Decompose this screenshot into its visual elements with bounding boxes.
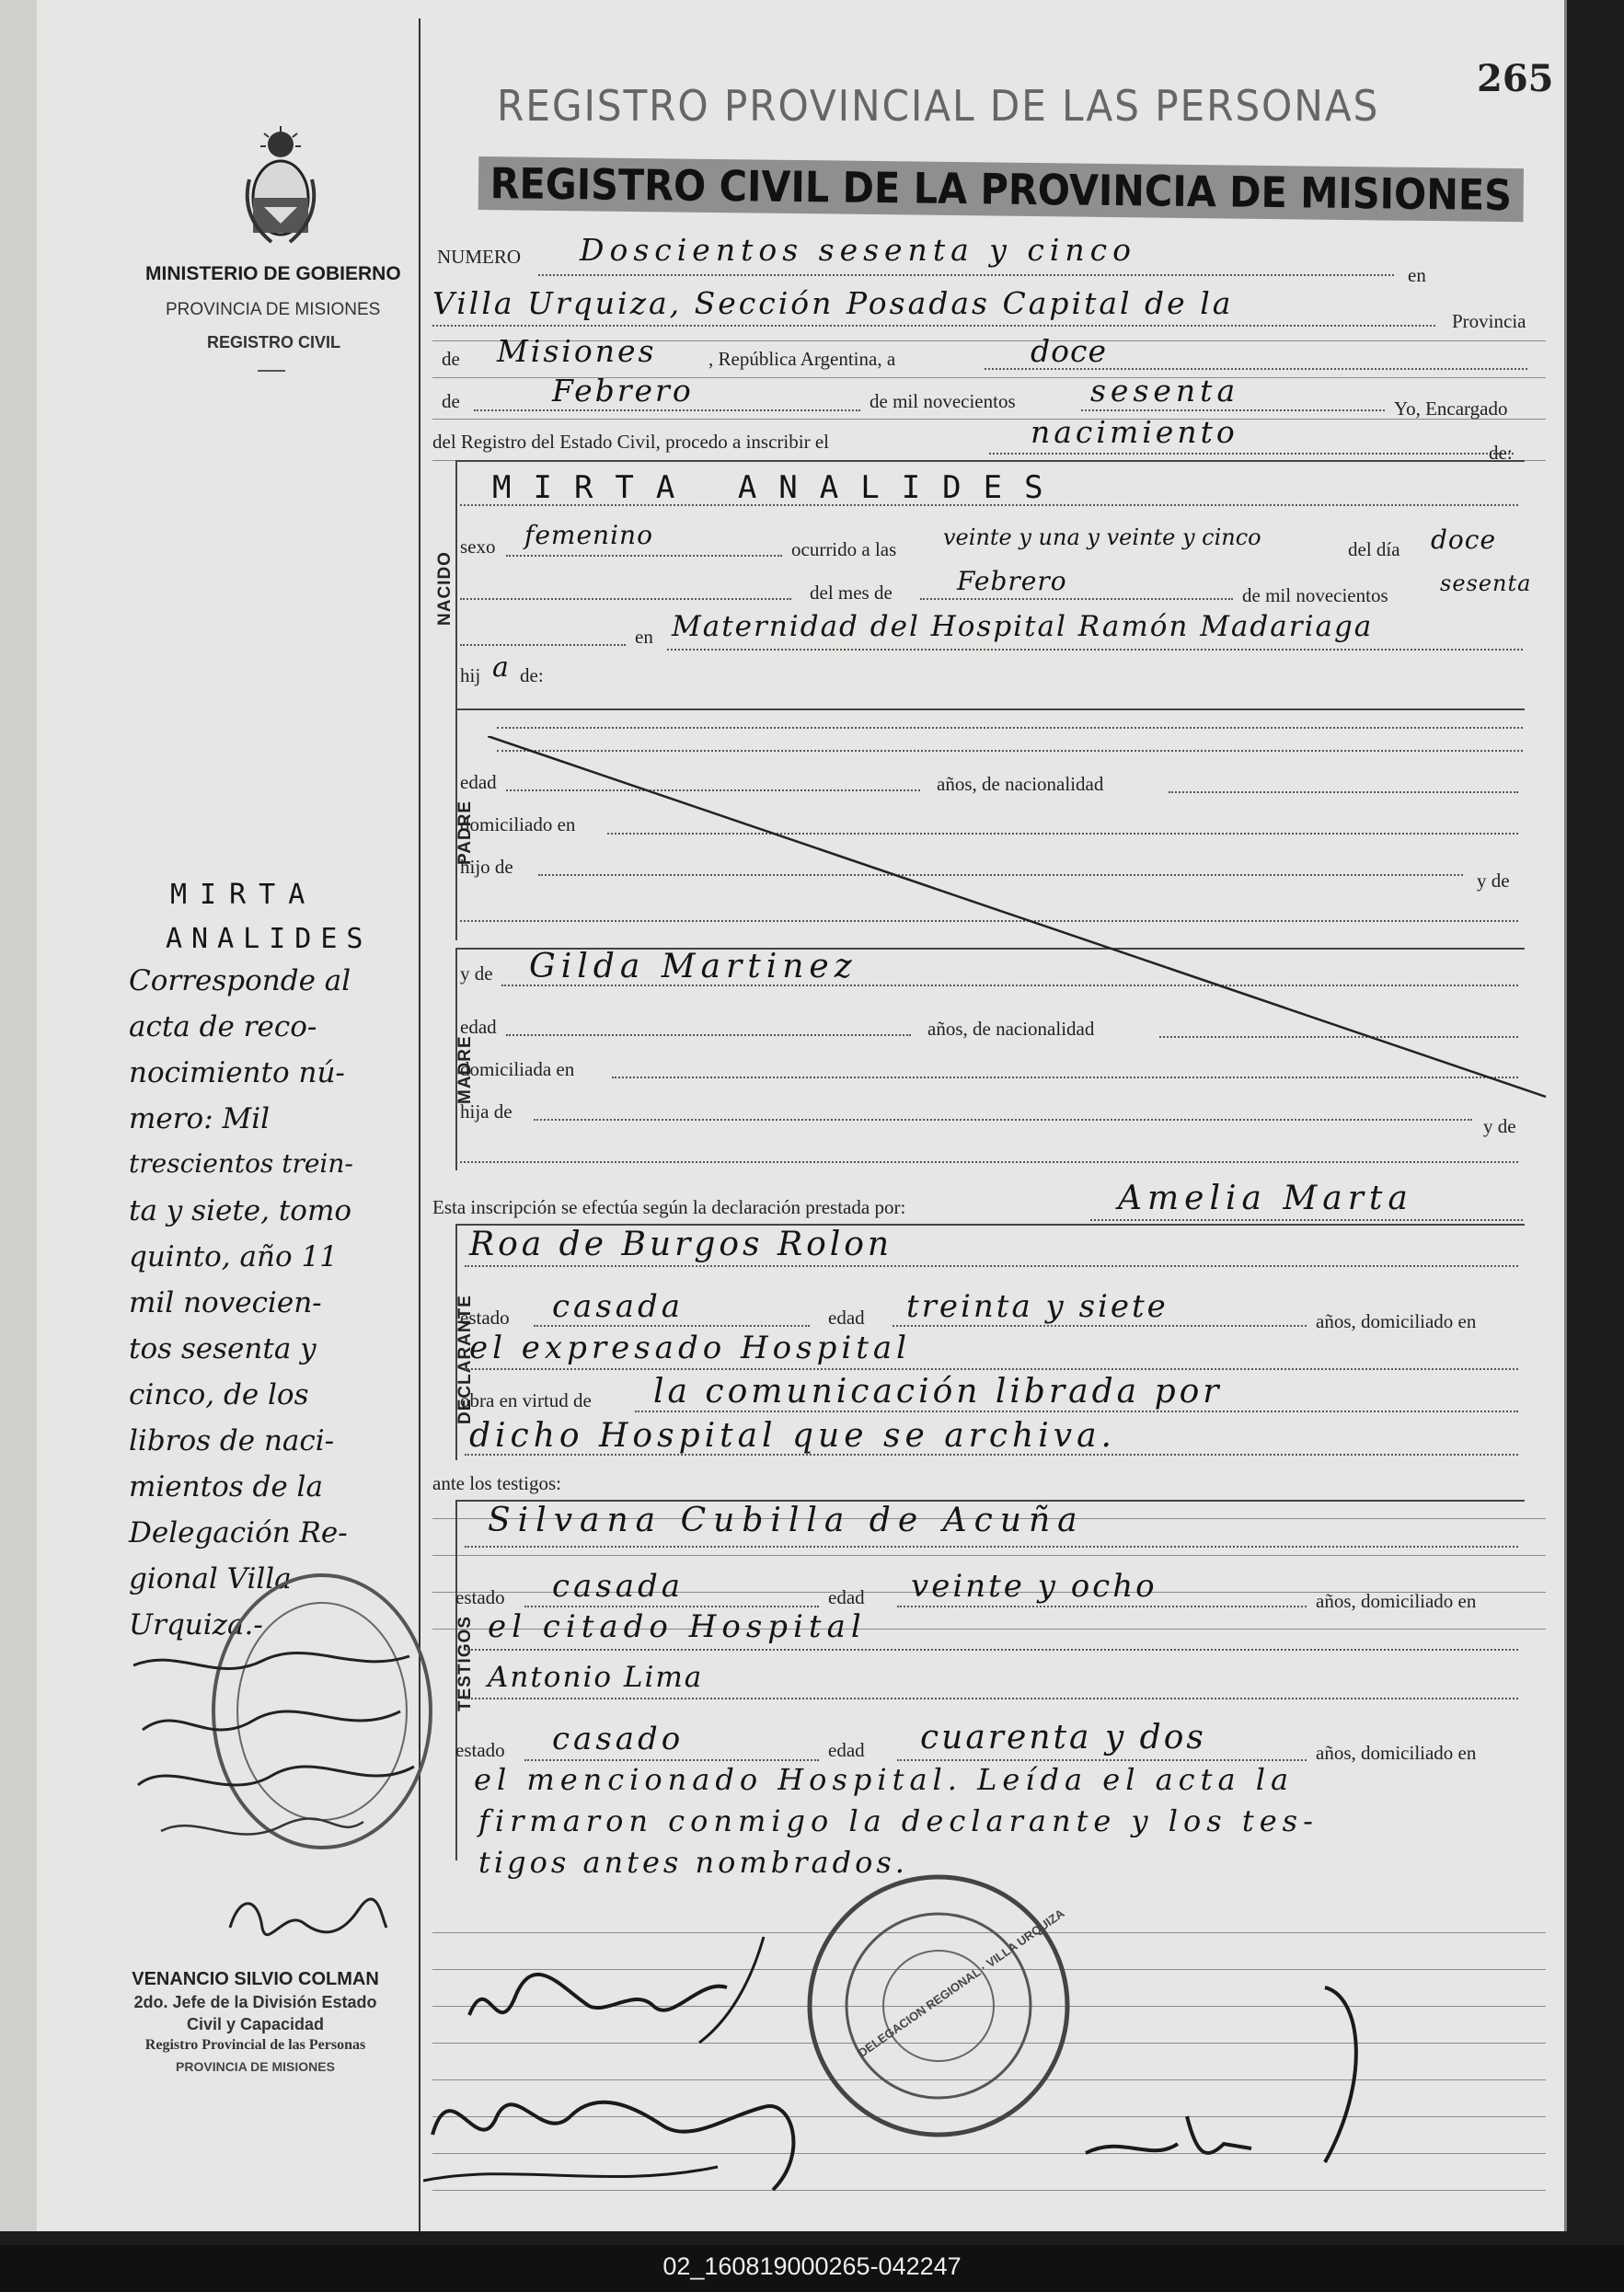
day-value: doce [1031, 333, 1108, 369]
margin-line-14: gional Villa [129, 1562, 292, 1595]
official-name: VENANCIO SILVIO COLMAN [132, 1969, 379, 1989]
bottom-signatures [423, 1906, 1527, 2231]
day-dots [985, 368, 1527, 370]
testigo-2-edad-label: edad [828, 1739, 865, 1761]
place-value: Villa Urquiza, Sección Posadas Capital de la [432, 285, 1234, 321]
place-dots [432, 325, 1435, 327]
declarante-obra-label: obra en virtud de [460, 1389, 592, 1411]
madre-hija-dots [534, 1119, 1472, 1121]
lugar-en-label: en [635, 626, 653, 648]
ministry-registry: REGISTRO CIVIL [207, 333, 341, 351]
margin-divider [419, 18, 420, 2231]
hij-value: a [492, 651, 510, 684]
registry-seal-text: DELEGACION REGIONAL · VILLA URQUIZA [855, 1906, 1067, 2060]
mes-dots-left [460, 598, 791, 600]
madre-section-label: MADRE [455, 1035, 475, 1104]
declarante-estado-value: casada [552, 1288, 685, 1325]
testigos-section-label: TESTIGOS [455, 1615, 475, 1711]
declarante-intro-label: Esta inscripción se efectúa según la declaración prestada por: [432, 1196, 906, 1218]
testigo-2-estado-value: casado [552, 1721, 685, 1757]
padre-edad-label: edad [460, 771, 497, 793]
official-signature [221, 1891, 396, 1955]
margin-line-8: mil novecien- [129, 1286, 322, 1319]
header-title-stamp: REGISTRO CIVIL DE LA PROVINCIA DE MISIONES [478, 156, 1524, 222]
testigo-2-estado-label: estado [455, 1739, 505, 1761]
testigo-1-estado-label: estado [455, 1586, 505, 1608]
testigo-2-name: Antonio Lima [488, 1661, 704, 1694]
del-dia-label: del día [1348, 538, 1400, 560]
testigo-1-domiciliado-label: años, domiciliado en [1316, 1590, 1477, 1612]
padre-domicilio-label: domiciliado en [460, 813, 576, 835]
testigo-1-domicilio-value: el citado Hospital [488, 1608, 867, 1645]
declarante-domicilio-dots [465, 1368, 1518, 1370]
page-number: 265 [1477, 57, 1554, 100]
mil-label: de mil novecientos [1242, 584, 1388, 606]
mes-dots [920, 598, 1233, 600]
header-title-top: REGISTRO PROVINCIAL DE LAS PERSONAS [497, 81, 1380, 131]
testigo-1-domicilio-dots [465, 1649, 1518, 1651]
dia-value: doce [1431, 524, 1497, 555]
lugar-dots [667, 649, 1523, 651]
testigo-2-name-dots [465, 1698, 1518, 1699]
cancel-diagonal-line [488, 736, 1555, 1104]
testigo-1-estado-dots [524, 1606, 819, 1607]
lugar-value: Maternidad del Hospital Ramón Madariaga [672, 610, 1374, 643]
declarante-domicilio-value: el expresado Hospital [469, 1330, 912, 1366]
padre-name-dots [497, 727, 1523, 729]
province-value: Misiones [497, 333, 657, 369]
margin-line-6: ta y siete, tomo [129, 1194, 352, 1227]
hij-de-label: de: [520, 664, 544, 686]
del-mes-label: del mes de [810, 582, 893, 604]
declarante-obra-value-1: la comunicación librada por [653, 1373, 1223, 1411]
en-label: en [1408, 264, 1426, 286]
closing-line-2: firmaron conmigo la declarante y los tes- [478, 1803, 1319, 1838]
testigo-2-estado-dots [524, 1759, 819, 1761]
register-page [37, 0, 1567, 2231]
margin-line-7: quinto, año 11 [129, 1240, 338, 1273]
testigo-1-name-dots [465, 1546, 1518, 1548]
madre-name: Gilda Martinez [529, 948, 858, 985]
madre-yde-end-label: y de [1483, 1115, 1516, 1137]
margin-line-12: mientos de la [129, 1470, 323, 1503]
padre-yde-label: y de [1477, 870, 1510, 892]
margin-line-15: Urquiza.- [129, 1608, 263, 1641]
margin-line-3: nocimiento nú- [129, 1056, 345, 1089]
official-title: 2do. Jefe de la División Estado [133, 1993, 377, 2011]
ministry-divider [258, 370, 285, 372]
margin-line-10: cinco, de los [129, 1378, 309, 1411]
hij-label: hij [460, 664, 481, 686]
declarante-domiciliado-label: años, domiciliado en [1316, 1310, 1477, 1332]
hora-value: veinte y una y veinte y cinco [943, 524, 1261, 550]
official-division: Civil y Capacidad [186, 2015, 325, 2033]
act-value: nacimiento [1031, 414, 1238, 450]
nacido-name: MIRTA ANALIDES [492, 469, 1065, 506]
madre-domicilio-label: domiciliada en [460, 1058, 575, 1080]
declarante-edad-dots [893, 1325, 1307, 1327]
official-province: PROVINCIA DE MISIONES [176, 2059, 335, 2074]
declarante-obra-dots-2 [465, 1454, 1518, 1456]
testigo-1-estado-value: casada [552, 1568, 685, 1605]
declarante-section-label: DECLARANTE [455, 1295, 475, 1424]
provincia-label: Provincia [1452, 310, 1526, 332]
sexo-value: femenino [524, 520, 653, 550]
numero-value: Doscientos sesenta y cinco [580, 232, 1137, 268]
declarante-name-dots-2 [465, 1265, 1518, 1267]
margin-line-5: trescientos trein- [129, 1148, 353, 1179]
margin-line-1: Corresponde al [129, 964, 351, 997]
testigo-2-domiciliado-label: años, domiciliado en [1316, 1742, 1477, 1764]
declarante-obra-value-2: dicho Hospital que se archiva. [469, 1417, 1116, 1455]
de-colon-label: de: [1489, 442, 1513, 464]
declarante-edad-value: treinta y siete [906, 1288, 1169, 1325]
footer-code: 02_160819000265-042247 [662, 2252, 962, 2280]
declarante-name-2: Roa de Burgos Rolon [469, 1226, 893, 1263]
declarante-name-dots-1 [1090, 1219, 1523, 1221]
ocurrido-label: ocurrido a las [791, 538, 897, 560]
coat-of-arms-icon [244, 124, 317, 253]
margin-line-13: Delegación Re- [129, 1516, 348, 1549]
de-label-2: de [442, 390, 460, 412]
testigo-1-edad-label: edad [828, 1586, 865, 1608]
margin-name-1: MIRTA [170, 879, 318, 911]
declarante-name-1: Amelia Marta [1118, 1180, 1413, 1217]
madre-anios-label: años, de nacionalidad [927, 1018, 1095, 1040]
margin-signatures [124, 1647, 428, 1877]
numero-label: NUMERO [437, 246, 522, 268]
month-dots [474, 409, 860, 411]
de-label-1: de [442, 348, 460, 370]
testigo-1-name: Silvana Cubilla de Acuña [488, 1502, 1085, 1539]
year-value: sesenta [1090, 373, 1240, 409]
sexo-dots [506, 555, 782, 557]
madre-edad-label: edad [460, 1016, 497, 1038]
year-dots [1081, 409, 1385, 411]
month-value: Febrero [552, 373, 694, 409]
ministry-province: PROVINCIA DE MISIONES [166, 300, 381, 319]
declarante-edad-label: edad [828, 1307, 865, 1329]
anio-value: sesenta [1440, 570, 1532, 596]
margin-line-2: acta de reco- [129, 1010, 317, 1043]
page-left-edge [0, 0, 37, 2231]
testigo-1-edad-dots [897, 1606, 1307, 1607]
testigo-2-edad-value: cuarenta y dos [920, 1719, 1206, 1756]
closing-line-3: tigos antes nombrados. [478, 1845, 908, 1880]
testigo-1-edad-value: veinte y ocho [911, 1568, 1158, 1605]
encargado-label: Yo, Encargado [1394, 397, 1508, 420]
madre-yde-dots [460, 1161, 1518, 1163]
footer-bar [0, 2245, 1624, 2292]
testigos-intro-label: ante los testigos: [432, 1472, 561, 1494]
padre-hijo-label: hijo de [460, 856, 513, 878]
nacido-section-label: NACIDO [435, 551, 455, 626]
padre-anios-label: años, de nacionalidad [937, 773, 1104, 795]
declarante-estado-dots [534, 1325, 810, 1327]
nacido-name-dots [460, 504, 1518, 506]
margin-line-4: mero: Mil [129, 1102, 271, 1135]
republica-label: , República Argentina, a [708, 348, 896, 370]
margin-line-9: tos sesenta y [129, 1332, 317, 1365]
year-label: de mil novecientos [870, 390, 1016, 412]
declarante-estado-label: estado [460, 1307, 510, 1329]
lugar-dots-left [460, 644, 626, 646]
closing-line-1: el mencionado Hospital. Leída el acta la [474, 1762, 1295, 1797]
act-dots [989, 453, 1514, 455]
mes-value: Febrero [957, 566, 1067, 596]
numero-dots [538, 274, 1394, 276]
testigo-2-edad-dots [897, 1759, 1307, 1761]
ministry-name: MINISTERIO DE GOBIERNO [145, 263, 401, 284]
margin-line-11: libros de naci- [129, 1424, 335, 1457]
margin-name-2: ANALIDES [166, 923, 373, 955]
madre-hija-label: hija de [460, 1100, 513, 1123]
padre-section-label: PADRE [455, 800, 475, 865]
madre-yde-label: y de [460, 962, 493, 985]
registro-label: del Registro del Estado Civil, procedo a inscribir el [432, 431, 829, 453]
declarante-obra-dots [635, 1411, 1518, 1412]
sexo-label: sexo [460, 536, 496, 558]
official-registry: Registro Provincial de las Personas [144, 2037, 366, 2053]
